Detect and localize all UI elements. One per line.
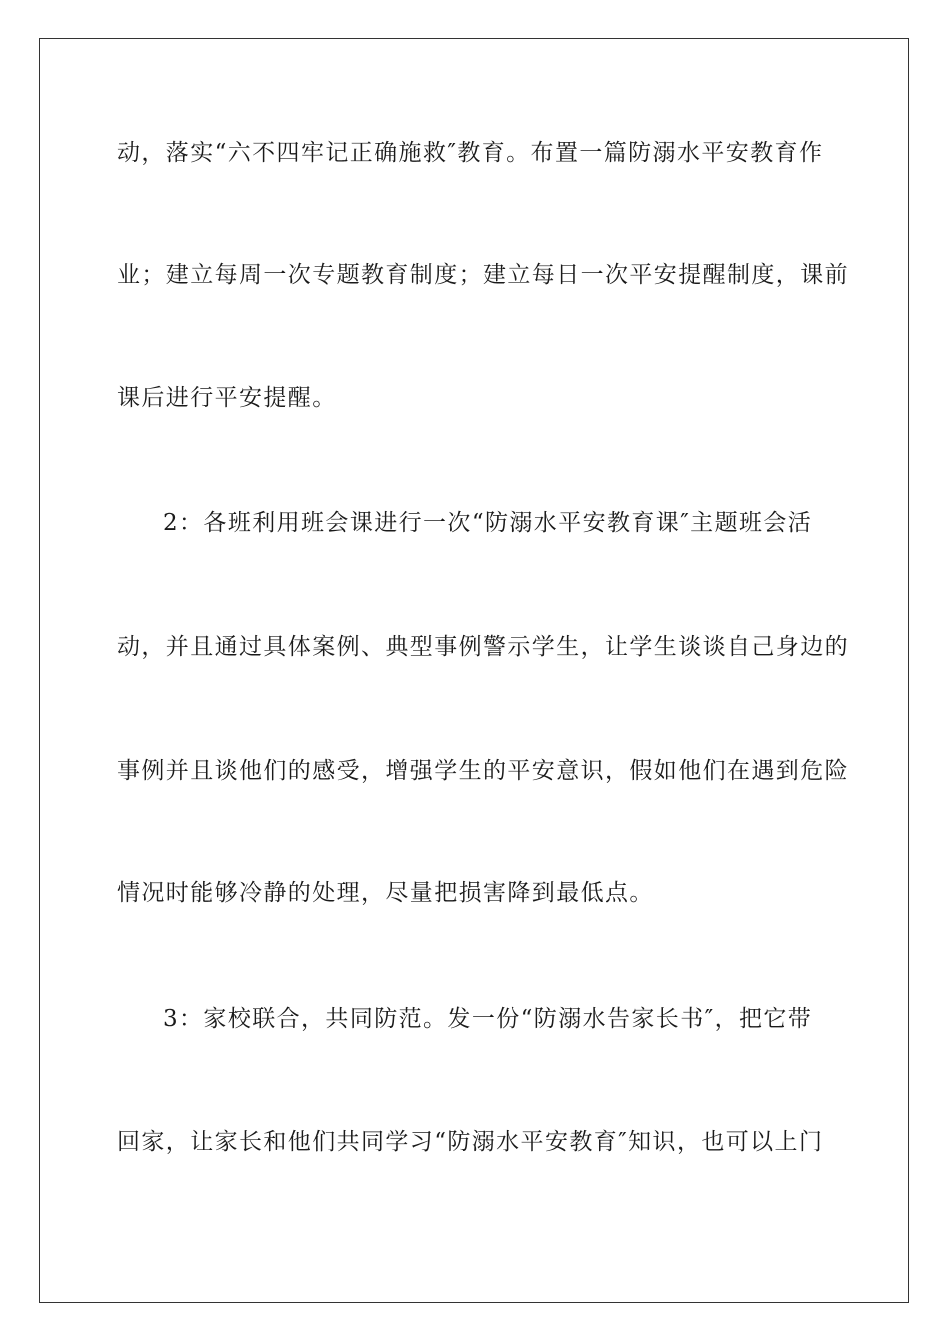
paragraph-line: 课后进行平安提醒。 [117, 385, 337, 411]
paragraph-line: 3：家校联合，共同防范。发一份“防溺水告家长书″，把它带 [163, 1006, 813, 1032]
paragraph-line: 2：各班利用班会课进行一次“防溺水平安教育课″主题班会活 [163, 510, 813, 536]
paragraph-line: 动，并且通过具体案例、典型事例警示学生，让学生谈谈自己身边的 [117, 634, 849, 660]
paragraph-line: 业；建立每周一次专题教育制度；建立每日一次平安提醒制度，课前 [117, 262, 849, 288]
paragraph-line: 回家，让家长和他们共同学习“防溺水平安教育″知识，也可以上门 [117, 1129, 824, 1155]
paragraph-line: 事例并且谈他们的感受，增强学生的平安意识，假如他们在遇到危险 [117, 758, 849, 784]
paragraph-line: 动，落实“六不四牢记正确施救″教育。布置一篇防溺水平安教育作 [117, 140, 824, 166]
paragraph-line: 情况时能够冷静的处理，尽量把损害降到最低点。 [117, 880, 654, 906]
page-border [39, 38, 909, 1303]
